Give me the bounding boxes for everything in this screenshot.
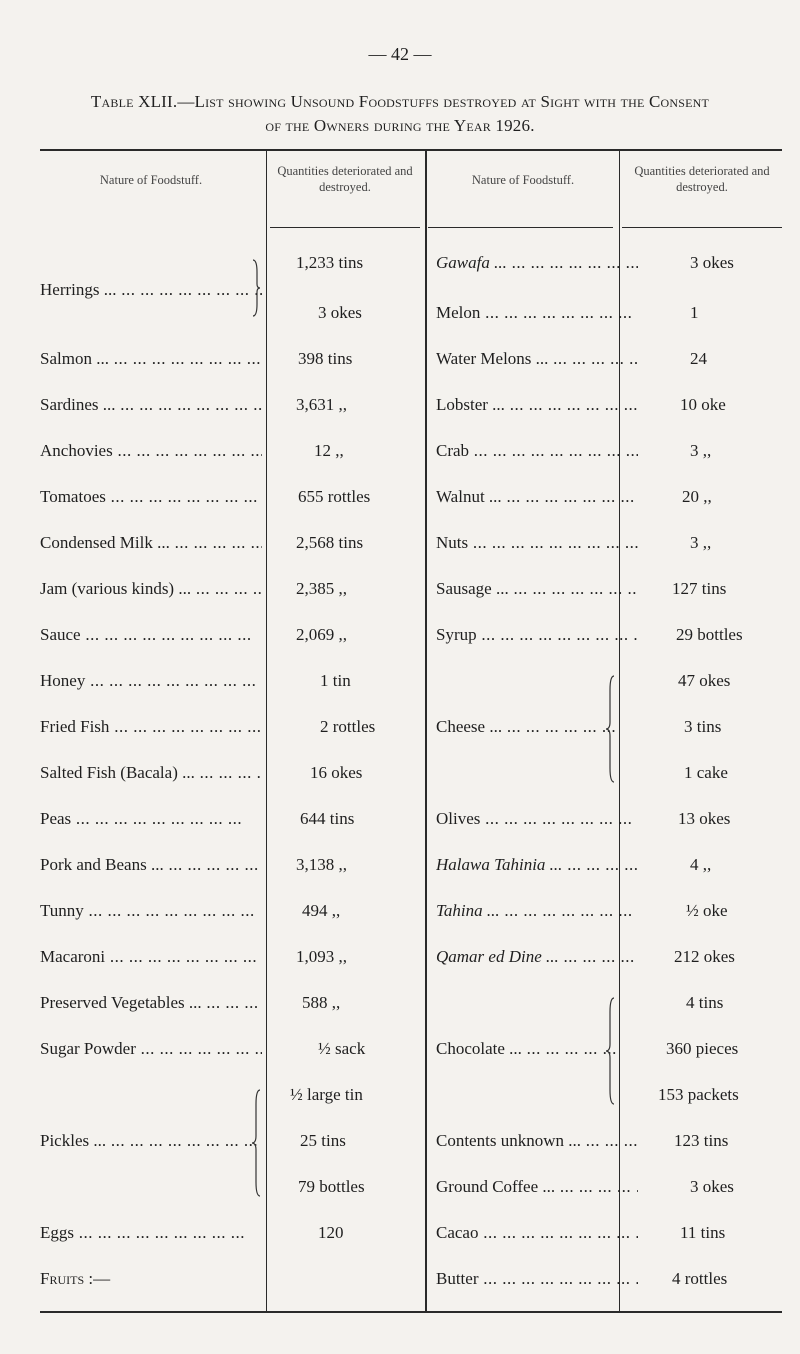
row-qty-chocolate-3: 153 packets bbox=[658, 1085, 739, 1104]
row-name-peas: Peas ... . bbox=[40, 809, 262, 829]
row-qty-tomatoes: 655 rottles bbox=[298, 487, 371, 506]
row-name-pickles: Pickles ... ... . bbox=[40, 1131, 262, 1151]
row-qty-salmon: 398 tins bbox=[298, 349, 353, 368]
row-qty-herrings-1: 1,233 tins bbox=[296, 253, 364, 272]
row-qty-qamar-ed-dine: 212 okes bbox=[674, 947, 735, 966]
row-name-sausage: Sausage ... ... . bbox=[436, 579, 638, 599]
row-name-chocolate: Chocolate ... ... . bbox=[436, 1039, 616, 1059]
row-qty-contents-unknown: 123 tins bbox=[674, 1131, 729, 1150]
row-qty-tahina: ½ oke bbox=[686, 901, 728, 920]
row-qty-honey: 1 tin bbox=[320, 671, 351, 690]
row-name-pork-and-beans: Pork and Beans ... ... . bbox=[40, 855, 262, 875]
row-name-eggs: Eggs ... . bbox=[40, 1223, 262, 1243]
row-name-sardines: Sardines ... ... . bbox=[40, 395, 262, 415]
row-qty-herrings-2: 3 okes bbox=[318, 303, 362, 322]
row-qty-walnut: 20 ,, bbox=[682, 487, 712, 506]
row-qty-sugar-powder: ½ sack bbox=[318, 1039, 366, 1058]
row-name-cheese: Cheese ... ... . bbox=[436, 717, 616, 737]
row-name-tahina: Tahina ... ... . bbox=[436, 901, 638, 921]
row-name-walnut: Walnut ... ... . bbox=[436, 487, 638, 507]
row-qty-nuts: 3 ,, bbox=[690, 533, 712, 552]
row-qty-anchovies: 12 ,, bbox=[314, 441, 344, 460]
row-qty-pickles-3: 79 bottles bbox=[298, 1177, 365, 1196]
top-rule bbox=[40, 149, 782, 151]
row-name-syrup: Syrup ... . bbox=[436, 625, 638, 645]
row-qty-cheese-3: 1 cake bbox=[684, 763, 728, 782]
row-name-olives: Olives ... . bbox=[436, 809, 638, 829]
row-name-melon: Melon ... . bbox=[436, 303, 638, 323]
row-qty-condensed-milk: 2,568 tins bbox=[296, 533, 364, 552]
row-name-lobster: Lobster ... ... . bbox=[436, 395, 638, 415]
title-line-2: of the Owners during the Year 1926. bbox=[265, 116, 535, 135]
row-qty-syrup: 29 bottles bbox=[676, 625, 743, 644]
row-name-salmon: Salmon ... ... . bbox=[40, 349, 262, 369]
row-name-condensed-milk: Condensed Milk ... ... . bbox=[40, 533, 262, 553]
col-divider-1 bbox=[266, 151, 267, 1312]
row-name-macaroni: Macaroni ... . bbox=[40, 947, 262, 967]
row-name-gawafa: Gawafa ... ... . bbox=[436, 253, 638, 273]
row-name-tunny: Tunny ... . bbox=[40, 901, 262, 921]
brace-herrings bbox=[252, 258, 260, 318]
row-name-butter: Butter ... . bbox=[436, 1269, 638, 1289]
bottom-rule bbox=[40, 1311, 782, 1313]
header-rule-3 bbox=[622, 227, 782, 228]
row-name-jam: Jam (various kinds) ... ... . bbox=[40, 579, 262, 599]
row-name-cacao: Cacao ... . bbox=[436, 1223, 638, 1243]
row-qty-eggs: 120 bbox=[318, 1223, 344, 1242]
row-name-fried-fish: Fried Fish ... . bbox=[40, 717, 262, 737]
row-qty-crab: 3 ,, bbox=[690, 441, 712, 460]
row-qty-water-melons: 24 bbox=[690, 349, 707, 368]
row-name-crab: Crab ... . bbox=[436, 441, 638, 461]
row-name-qamar-ed-dine: Qamar ed Dine ... ... . bbox=[436, 947, 638, 967]
row-qty-fried-fish: 2 rottles bbox=[320, 717, 376, 736]
header-col3: Nature of Foodstuff. bbox=[471, 173, 575, 187]
brace-cheese bbox=[606, 674, 614, 784]
row-qty-chocolate-2: 360 pieces bbox=[666, 1039, 739, 1058]
row-qty-jam: 2,385 ,, bbox=[296, 579, 347, 598]
row-qty-sauce: 2,069 ,, bbox=[296, 625, 347, 644]
row-name-sugar-powder: Sugar Powder ... . bbox=[40, 1039, 262, 1059]
row-qty-cacao: 11 tins bbox=[680, 1223, 726, 1242]
row-qty-chocolate-1: 4 tins bbox=[686, 993, 724, 1012]
row-name-tomatoes: Tomatoes ... . bbox=[40, 487, 262, 507]
row-name-water-melons: Water Melons ... ... . bbox=[436, 349, 638, 369]
table-title bbox=[40, 90, 760, 138]
row-qty-sardines: 3,631 ,, bbox=[296, 395, 347, 414]
page-number: — 42 — bbox=[368, 44, 432, 64]
row-qty-olives: 13 okes bbox=[678, 809, 731, 828]
row-qty-lobster: 10 oke bbox=[680, 395, 726, 414]
row-name-salted-fish: Salted Fish (Bacala) ... ... . bbox=[40, 763, 262, 783]
title-line-1: Table XLII.—List showing Unsound Foodstuffs destroyed at Sight with the Consent bbox=[90, 92, 710, 111]
row-qty-melon: 1 bbox=[690, 303, 699, 322]
row-name-halawa-tahinia: Halawa Tahinia ... ... . bbox=[436, 855, 638, 875]
row-qty-peas: 644 tins bbox=[300, 809, 355, 828]
row-qty-preserved-vegetables: 588 ,, bbox=[302, 993, 341, 1012]
row-qty-salted-fish: 16 okes bbox=[310, 763, 363, 782]
row-name-contents-unknown: Contents unknown ... ... . bbox=[436, 1131, 638, 1151]
row-name-preserved-vegetables: Preserved Vegetables ... ... . bbox=[40, 993, 262, 1013]
row-qty-tunny: 494 ,, bbox=[302, 901, 341, 920]
row-name-sauce: Sauce ... . bbox=[40, 625, 262, 645]
row-qty-butter: 4 rottles bbox=[672, 1269, 728, 1288]
row-qty-ground-coffee: 3 okes bbox=[690, 1177, 734, 1196]
header-col1: Nature of Foodstuff. bbox=[99, 173, 203, 187]
row-name-nuts: Nuts ... . bbox=[436, 533, 638, 553]
row-qty-halawa-tahinia: 4 ,, bbox=[690, 855, 712, 874]
header-rule-1 bbox=[270, 227, 420, 228]
header-col2: Quantities deteriorated and destroyed. bbox=[277, 164, 413, 194]
row-qty-pork-and-beans: 3,138 ,, bbox=[296, 855, 347, 874]
row-name-herrings: Herrings ... ... . bbox=[40, 280, 262, 300]
row-qty-sausage: 127 tins bbox=[672, 579, 727, 598]
row-qty-macaroni: 1,093 ,, bbox=[296, 947, 347, 966]
row-qty-pickles-1: ½ large tin bbox=[290, 1085, 363, 1104]
row-qty-cheese-1: 47 okes bbox=[678, 671, 731, 690]
row-qty-cheese-2: 3 tins bbox=[684, 717, 722, 736]
brace-pickles bbox=[252, 1088, 260, 1198]
header-rule-2 bbox=[428, 227, 613, 228]
row-name-ground-coffee: Ground Coffee ... ... . bbox=[436, 1177, 638, 1197]
header-col4: Quantities deteriorated and destroyed. bbox=[634, 164, 770, 194]
row-qty-pickles-2: 25 tins bbox=[300, 1131, 346, 1150]
row-name-anchovies: Anchovies ... . bbox=[40, 441, 262, 461]
row-qty-gawafa: 3 okes bbox=[690, 253, 734, 272]
fruits-heading: Fruits :— bbox=[40, 1269, 111, 1288]
brace-chocolate bbox=[606, 996, 614, 1106]
row-name-honey: Honey ... . bbox=[40, 671, 262, 691]
